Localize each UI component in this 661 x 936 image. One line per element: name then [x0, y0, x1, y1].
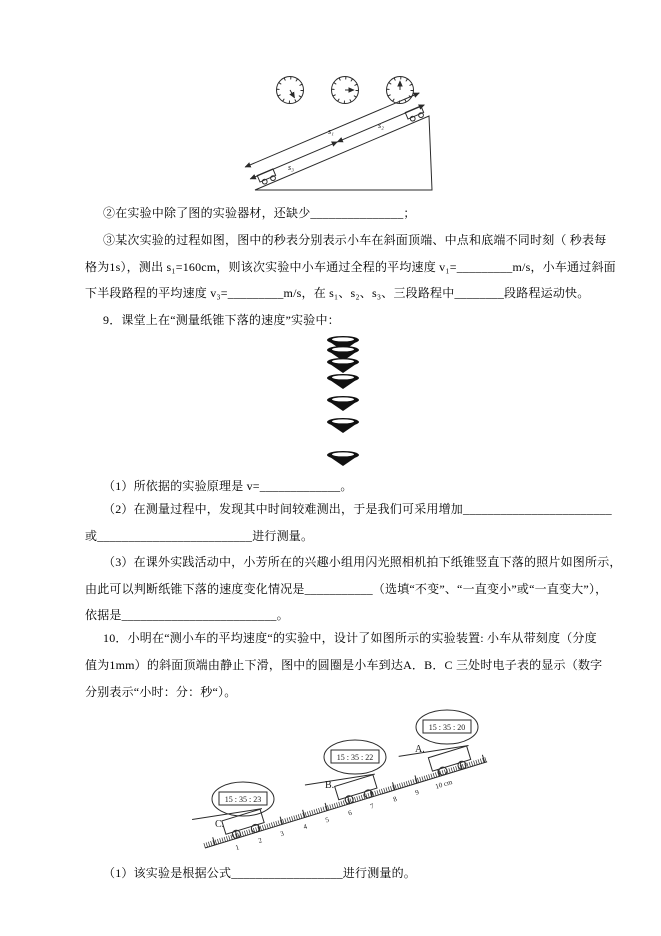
q9-title: 9．课堂上在“测量纸锥下落的速度”实验中：: [103, 313, 340, 327]
q10-intro-line1: 10．小明在“测小车的平均速度“的实验中，设计了如图所示的实验装置: 小车从带刻度（分度: [103, 631, 597, 645]
paper-cone-icon: [327, 396, 359, 411]
q9-sub3-line1: （3）在课外实践活动中，小芳所在的兴趣小组用闪光照相机拍下纸锥竖直下落的照片如图所示，: [103, 555, 622, 569]
digital-clock-time-c: 15 : 35 : 23: [224, 795, 262, 804]
position-label-c: C.: [215, 819, 225, 830]
q9-sub3-line2: 由此可以判断纸锥下落的速度变化情况是___________（选填“不变”、“一直变小”或“一直变大”），: [85, 582, 608, 596]
ruler-number: 5: [324, 815, 331, 825]
q10-intro-line3: 分别表示“小时：分：秒“）。: [85, 685, 237, 699]
ruler-number: 1: [234, 843, 241, 852]
digital-clock-balloon: [212, 782, 274, 816]
q10-intro-line2: 值为1mm）的斜面顶端由静止下滑，图中的圆圈是小车到达A．B．C 三处时电子表的显示（数字: [85, 658, 603, 672]
ruler-number: 6: [347, 808, 353, 818]
q8-part2-text: ②在实验中除了图的实验器材，还缺少_______________；: [103, 206, 416, 220]
stopwatch-icon: [277, 77, 304, 104]
s1-label: s₁: [328, 127, 334, 136]
ruler-number: 8: [392, 794, 398, 804]
digital-clock-balloon: [416, 710, 478, 744]
ruler-number: 4: [302, 822, 309, 832]
q9-sub2-line1: （2）在测量过程中，发现其中时间较难测出，于是我们可采用增加________________________: [103, 502, 612, 516]
stopwatch-incline-figure: [230, 68, 450, 208]
q8-part3-line2: 格为1s），测出 s₁=160cm，则该次实验中小车通过全程的平均速度 v₁=_________m/s，小车通过斜面: [85, 260, 616, 274]
s2-label: s₂: [378, 121, 384, 130]
ruler-incline-figure: [90, 700, 520, 870]
ruler-number: 2: [257, 836, 264, 845]
q8-part3-line3: 下半段路程的平均速度 v₃=_________m/s，在 s₁、s₂、s₃、三段路程中________段路程运动快。: [85, 286, 590, 300]
digital-clock-time-a: 15 : 35 : 20: [428, 723, 466, 732]
car-icon: [192, 799, 268, 849]
ruler-number: 7: [369, 801, 375, 811]
q10-sub1: （1）该实验是根据公式__________________进行测量的。: [103, 866, 417, 880]
ruler-number: 3: [279, 829, 286, 839]
stopwatch-icon: [387, 77, 414, 104]
q9-sub2-line2: 或_________________________进行测量。: [85, 529, 314, 543]
paper-cone-icon: [327, 418, 359, 433]
ruler-unit-label: 10 cm: [434, 778, 454, 791]
q9-sub3-line3: 依据是_________________________。: [85, 608, 289, 622]
stopwatch-icon: [332, 77, 359, 104]
paper-cone-icon: [327, 374, 359, 389]
position-label-b: B.: [325, 780, 335, 791]
digital-clock-time-b: 15 : 35 : 22: [336, 753, 374, 762]
q8-part3-line1: ③某次实验的过程如图，图中的秒表分别表示小车在斜面顶端、中点和底端不同时刻（ 秒表每: [103, 233, 607, 247]
paper-cone-icon: [327, 358, 359, 373]
ruler-number: 9: [414, 788, 420, 797]
paper-cone-icon: [327, 451, 359, 466]
s3-label: s₃: [288, 163, 294, 172]
falling-cones-figure: [300, 333, 390, 468]
q9-sub1: （1）所依据的实验原理是 v=_____________。: [103, 479, 353, 493]
digital-clock-balloon: [324, 740, 386, 774]
position-label-a: A.: [415, 744, 425, 755]
inclined-plane: [255, 116, 432, 190]
